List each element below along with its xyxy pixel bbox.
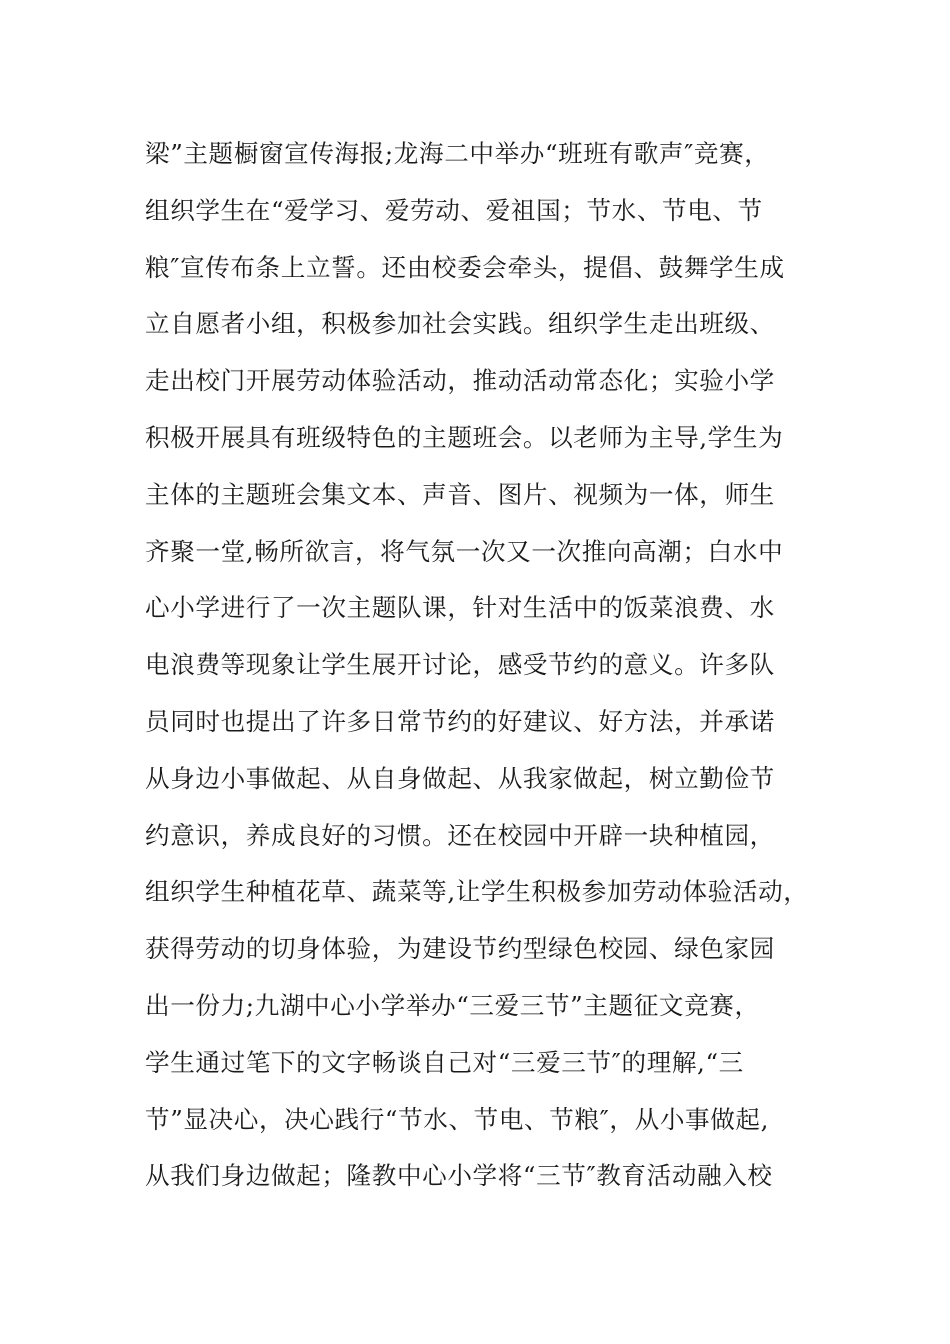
text-line: 约意识，养成良好的习惯。还在校园中开辟一块种植园， [145,820,775,850]
text-line: 齐聚一堂,畅所欲言，将气氛一次又一次推向高潮；白水中 [145,536,784,566]
body-text [145,126,835,1205]
text-line: 积极开展具有班级特色的主题班会。以老师为主导,学生为 [145,422,784,452]
text-line: 心小学进行了一次主题队课，针对生活中的饭菜浪费、水 [145,593,775,623]
text-line: 走出校门开展劳动体验活动，推动活动常态化；实验小学 [145,366,775,396]
text-line: 从我们身边做起；隆教中心小学将“三节″教育活动融入校 [145,1161,773,1191]
text-line: 组织学生在“爱学习、爱劳动、爱祖国；节水、节电、节 [145,195,763,225]
text-line: 主体的主题班会集文本、声音、图片、视频为一体，师生 [145,479,775,509]
text-line: 从身边小事做起、从自身做起、从我家做起，树立勤俭节 [145,763,775,793]
text-line: 获得劳动的切身体验，为建设节约型绿色校园、绿色家园 [145,934,775,964]
text-line: 节”显决心，决心践行“节水、节电、节粮″，从小事做起, [145,1104,770,1134]
text-line: 学生通过笔下的文字畅谈自己对“三爱三节″的理解,“三 [145,1047,744,1077]
text-line: 梁”主题橱窗宣传海报;龙海二中举办“班班有歌声″竞赛， [145,139,770,168]
text-line: 立自愿者小组，积极参加社会实践。组织学生走出班级、 [145,309,775,339]
text-line: 员同时也提出了许多日常节约的好建议、好方法，并承诺 [145,706,775,736]
text-line: 组织学生种植花草、蔬菜等,让学生积极参加劳动体验活动， [145,877,809,907]
text-line: 出一份力;九湖中心小学举办“三爱三节”主题征文竞赛， [145,990,760,1020]
text-line: 电浪费等现象让学生展开讨论，感受节约的意义。许多队 [145,650,775,680]
text-line: 粮″宣传布条上立誓。还由校委会牵头，提倡、鼓舞学生成 [145,252,785,282]
